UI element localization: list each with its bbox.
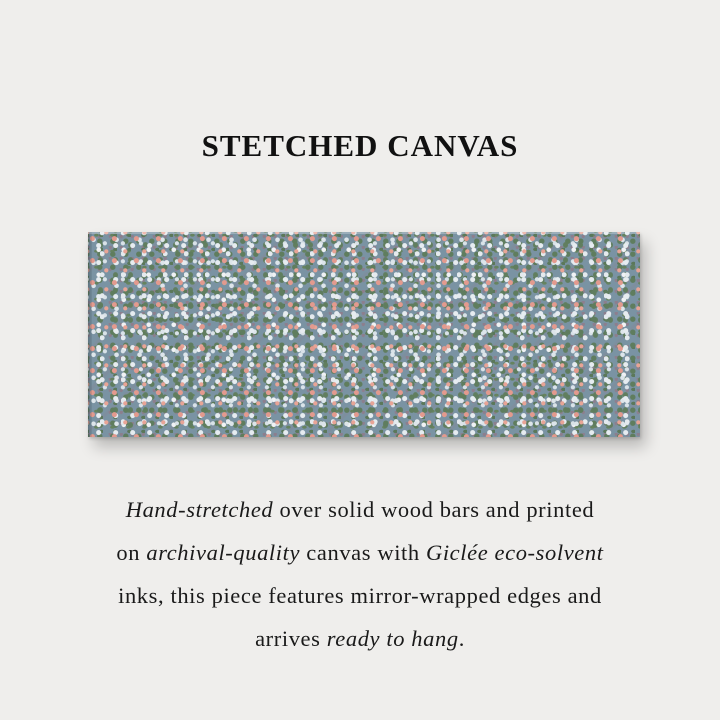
canvas-product-image	[88, 232, 640, 437]
description-text: inks, this piece features mirror-wrapped edges and	[118, 583, 602, 608]
page-title: STETCHED CANVAS	[201, 128, 519, 163]
description-line-3	[40, 574, 680, 617]
product-description	[40, 488, 680, 660]
emphasis-hand-stretched: Hand-stretched	[125, 497, 274, 522]
canvas-top-edge	[88, 232, 640, 234]
emphasis-giclee-eco-solvent: Giclée eco-solvent	[425, 540, 604, 565]
description-text: on	[116, 540, 147, 565]
canvas-wrapped-edge	[88, 232, 92, 437]
description-text: over solid wood bars and printed	[273, 497, 595, 522]
description-text: arrives	[255, 626, 327, 651]
description-line-2	[40, 531, 680, 574]
emphasis-ready-to-hang: ready to hang	[326, 626, 459, 651]
emphasis-archival-quality: archival-quality	[146, 540, 301, 565]
floral-pattern-print	[88, 232, 640, 437]
description-text: .	[458, 626, 465, 651]
description-text: canvas with	[300, 540, 426, 565]
description-line-4	[40, 617, 680, 660]
description-line-1	[40, 488, 680, 531]
